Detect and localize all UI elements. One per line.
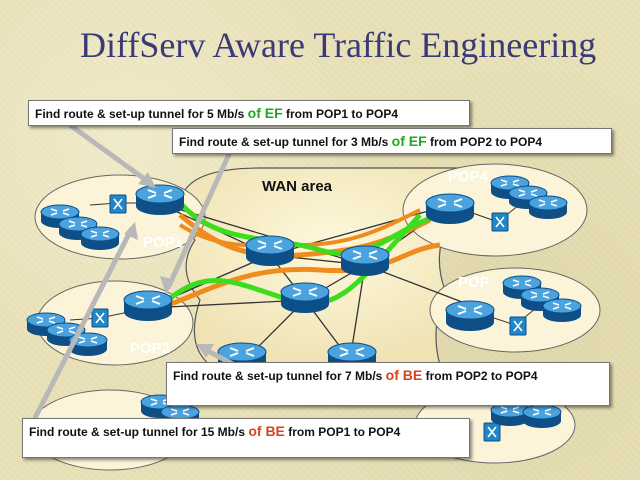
callout-text: Find route & set-up tunnel for 5 Mb/s [35,107,248,121]
callout-ef-pop2-pop4 [172,128,612,154]
edge-router-pop4[interactable] [426,194,474,224]
slide-title: DiffServ Aware Traffic Engineering [80,25,597,65]
callout-class-ef: of EF [391,133,427,149]
callout-text: from POP2 to POP4 [422,369,538,383]
wan-area-label: WAN area [262,178,333,195]
core-router[interactable] [281,283,329,313]
pop2-label: POP2 [130,340,171,357]
callout-class-be: of BE [248,423,285,439]
site-switch[interactable] [492,213,508,231]
site-switch[interactable] [110,195,126,213]
core-router[interactable] [341,246,389,276]
callout-be-pop1-pop4 [22,418,470,458]
callout-text: from POP1 to POP4 [282,107,399,121]
callout-text: Find route & set-up tunnel for 3 Mb/s [179,135,392,149]
edge-router-pop2[interactable] [124,291,172,321]
callout-class-be: of BE [385,367,423,383]
callout-be-pop2-pop4 [166,362,610,406]
site-switch[interactable] [484,423,500,441]
pop1-label: POP1 [143,234,184,251]
site-switch[interactable] [92,309,108,327]
edge-router-pop1[interactable] [136,185,184,215]
pop-label: POP [458,274,490,291]
callout-text: from POP1 to POP4 [284,425,401,439]
callout-text: Find route & set-up tunnel for 7 Mb/s [173,369,386,383]
edge-router-pop[interactable] [446,301,494,331]
pop4-label: POP4 [448,168,489,185]
pop-bottom-right-hosts [491,403,561,428]
callout-class-ef: of EF [247,105,283,121]
core-router[interactable] [246,236,294,266]
callout-ef-pop1-pop4 [28,100,470,126]
site-switch[interactable] [510,317,526,335]
callout-text: from POP2 to POP4 [426,135,543,149]
callout-text: Find route & set-up tunnel for 15 Mb/s [29,425,249,439]
